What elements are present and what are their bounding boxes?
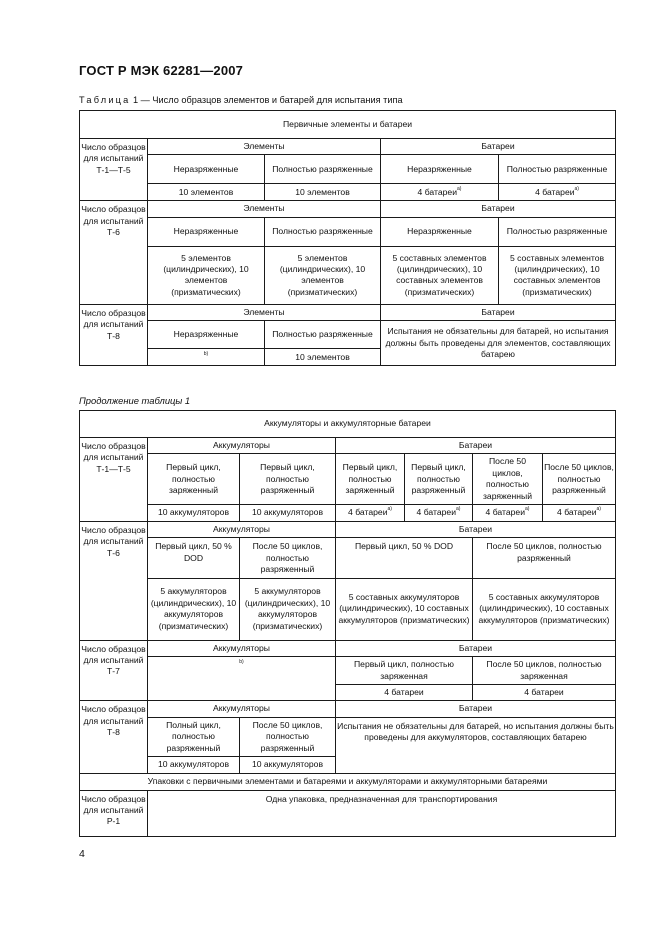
t6-batt-nd-count: 5 составных элементов (цилиндрических), 10 составных элементов (призматических) <box>381 246 499 304</box>
t1-cells-nd-count: 10 элементов <box>148 184 265 201</box>
row-label-t1-t5: Число образцов для испытаний Т-1—Т-5 <box>80 139 148 201</box>
continuation-caption: Продолжение таблицы 1 <box>79 395 191 406</box>
t2-batt-first-charged: Первый цикл, полностью заряженный <box>336 454 405 505</box>
t8-cells-nd-note: b) <box>148 349 265 366</box>
t2-t6-batt-after50: После 50 циклов, полностью разряженный <box>473 538 616 578</box>
t2-batt-count-2: 4 батареи$^{a)}$ <box>405 505 473 522</box>
t1-batt-nd-count: 4 батареи$^{a)}$ <box>381 184 499 201</box>
caption-prefix: Таблица <box>79 95 131 105</box>
row-label-t8: Число образцов для испытаний Т-8 <box>80 304 148 365</box>
t2-batt-count-4: 4 батареи$^{a)}$ <box>543 505 616 522</box>
caption-text: 1 — Число образцов элементов и батарей для испытания типа <box>130 95 403 105</box>
t2-p1-package: Одна упаковка, предназначенная для транспортирования <box>148 790 616 836</box>
t2-t7-batt-count-1: 4 батареи <box>336 685 473 701</box>
table1-title: Первичные элементы и батареи <box>80 111 616 139</box>
t2-batt-first-discharged: Первый цикл, полностью разряженный <box>405 454 473 505</box>
t2-t7-accum-note: b) <box>148 657 336 701</box>
t2-batt-after50-charged: После 50 циклов, полностью заряженный <box>473 454 543 505</box>
t2-batt-count-3: 4 батареи$^{a)}$ <box>473 505 543 522</box>
t6-cells-fd-count: 5 элементов (цилиндрических), 10 элементов (призматических) <box>265 246 381 304</box>
table-accumulators <box>79 410 616 837</box>
cells-not-discharged: Неразряженные <box>148 155 265 184</box>
t2-t6-accums-header: Аккумуляторы <box>148 522 336 538</box>
t2-accum-count-2: 10 аккумуляторов <box>240 505 336 522</box>
t2-t6-batt-count-1: 5 составных аккумуляторов (цилиндрических), 10 составных аккумуляторов (призматических) <box>336 578 473 640</box>
t1-cells-fd-count: 10 элементов <box>265 184 381 201</box>
t2-batt-count-1: 4 батареи$^{a)}$ <box>336 505 405 522</box>
t1-batt-fd-count: 4 батареи$^{a)}$ <box>499 184 616 201</box>
cells-header-t6: Элементы <box>148 201 381 217</box>
t6-cells-nd-count: 5 элементов (цилиндрических), 10 элементов (призматических) <box>148 246 265 304</box>
t8-cells-not-discharged: Неразряженные <box>148 321 265 349</box>
cells-header: Элементы <box>148 139 381 155</box>
batteries-header: Батареи <box>381 139 616 155</box>
t2-row-label-t1-t5: Число образцов для испытаний Т-1—Т-5 <box>80 438 148 522</box>
t2-t7-accums-header: Аккумуляторы <box>148 640 336 656</box>
t2-t6-accum-after50: После 50 циклов, полностью разряженный <box>240 538 336 578</box>
t6-batt-not-discharged: Неразряженные <box>381 217 499 246</box>
t8-cells-fully-discharged: Полностью разряженные <box>265 321 381 349</box>
t2-t8-batteries-header: Батареи <box>336 701 616 717</box>
t2-row-label-t8: Число образцов для испытаний Т-8 <box>80 701 148 773</box>
batteries-header-t6: Батареи <box>381 201 616 217</box>
batteries-header-t8: Батареи <box>381 304 616 320</box>
t2-accum-count-1: 10 аккумуляторов <box>148 505 240 522</box>
t2-t7-batt-first-charged: Первый цикл, полностью заряженная <box>336 657 473 685</box>
t2-t8-accums-header: Аккумуляторы <box>148 701 336 717</box>
t2-t6-batt-count-2: 5 составных аккумуляторов (цилиндрических), 10 составных аккумуляторов (призматических) <box>473 578 616 640</box>
t2-accum-first-discharged: Первый цикл, полностью разряженный <box>240 454 336 505</box>
t2-t6-batt-first-50dod: Первый цикл, 50 % DOD <box>336 538 473 578</box>
t2-t8-batteries-note: Испытания не обязательны для батарей, но испытания должны быть проведены для аккумуляторов, составляющих батарею <box>336 717 616 773</box>
batteries-not-discharged: Неразряженные <box>381 155 499 184</box>
t2-t6-accum-count-1: 5 аккумуляторов (цилиндрических), 10 аккумуляторов (призматических) <box>148 578 240 640</box>
t6-batt-fully-discharged: Полностью разряженные <box>499 217 616 246</box>
table-caption <box>79 95 403 105</box>
t2-batt-after50-discharged: После 50 циклов, полностью разряженный <box>543 454 616 505</box>
t2-accum-first-charged: Первый цикл, полностью заряженный <box>148 454 240 505</box>
t2-packages-title: Упаковки с первичными элементами и батареями и аккумуляторами и аккумуляторными батареями <box>80 773 616 790</box>
t2-t8-accum-after50: После 50 циклов, полностью разряженный <box>240 717 336 756</box>
t2-batteries-header: Батареи <box>336 438 616 454</box>
batteries-fully-discharged: Полностью разряженные <box>499 155 616 184</box>
t2-row-label-t7: Число образцов для испытаний Т-7 <box>80 640 148 701</box>
cells-fully-discharged: Полностью разряженные <box>265 155 381 184</box>
standard-header: ГОСТ Р МЭК 62281—2007 <box>79 63 244 78</box>
t2-t7-batteries-header: Батареи <box>336 640 616 656</box>
table2-title: Аккумуляторы и аккумуляторные батареи <box>80 411 616 438</box>
t8-batteries-note: Испытания не обязательны для батарей, но испытания должны быть проведены для элементов, составляющих батарею <box>381 321 616 366</box>
t6-cells-fully-discharged: Полностью разряженные <box>265 217 381 246</box>
t2-t8-accum-count-2: 10 аккумуляторов <box>240 757 336 773</box>
page-number: 4 <box>79 848 85 860</box>
t2-t8-accum-full: Полный цикл, полностью разряженный <box>148 717 240 756</box>
t2-t7-batt-after50-charged: После 50 циклов, полностью заряженная <box>473 657 616 685</box>
t2-row-label-p1: Число образцов для испытаний Р-1 <box>80 790 148 836</box>
t2-t6-accum-count-2: 5 аккумуляторов (цилиндрических), 10 аккумуляторов (призматических) <box>240 578 336 640</box>
t2-accums-header: Аккумуляторы <box>148 438 336 454</box>
t2-t6-batteries-header: Батареи <box>336 522 616 538</box>
row-label-t6: Число образцов для испытаний Т-6 <box>80 201 148 304</box>
table-primary-cells <box>79 110 616 366</box>
t6-batt-fd-count: 5 составных элементов (цилиндрических), 10 составных элементов (призматических) <box>499 246 616 304</box>
t2-t8-accum-count-1: 10 аккумуляторов <box>148 757 240 773</box>
cells-header-t8: Элементы <box>148 304 381 320</box>
t2-t6-accum-first-50dod: Первый цикл, 50 % DOD <box>148 538 240 578</box>
t2-t7-batt-count-2: 4 батареи <box>473 685 616 701</box>
t8-cells-fd-count: 10 элементов <box>265 349 381 366</box>
t6-cells-not-discharged: Неразряженные <box>148 217 265 246</box>
t2-row-label-t6: Число образцов для испытаний Т-6 <box>80 522 148 641</box>
